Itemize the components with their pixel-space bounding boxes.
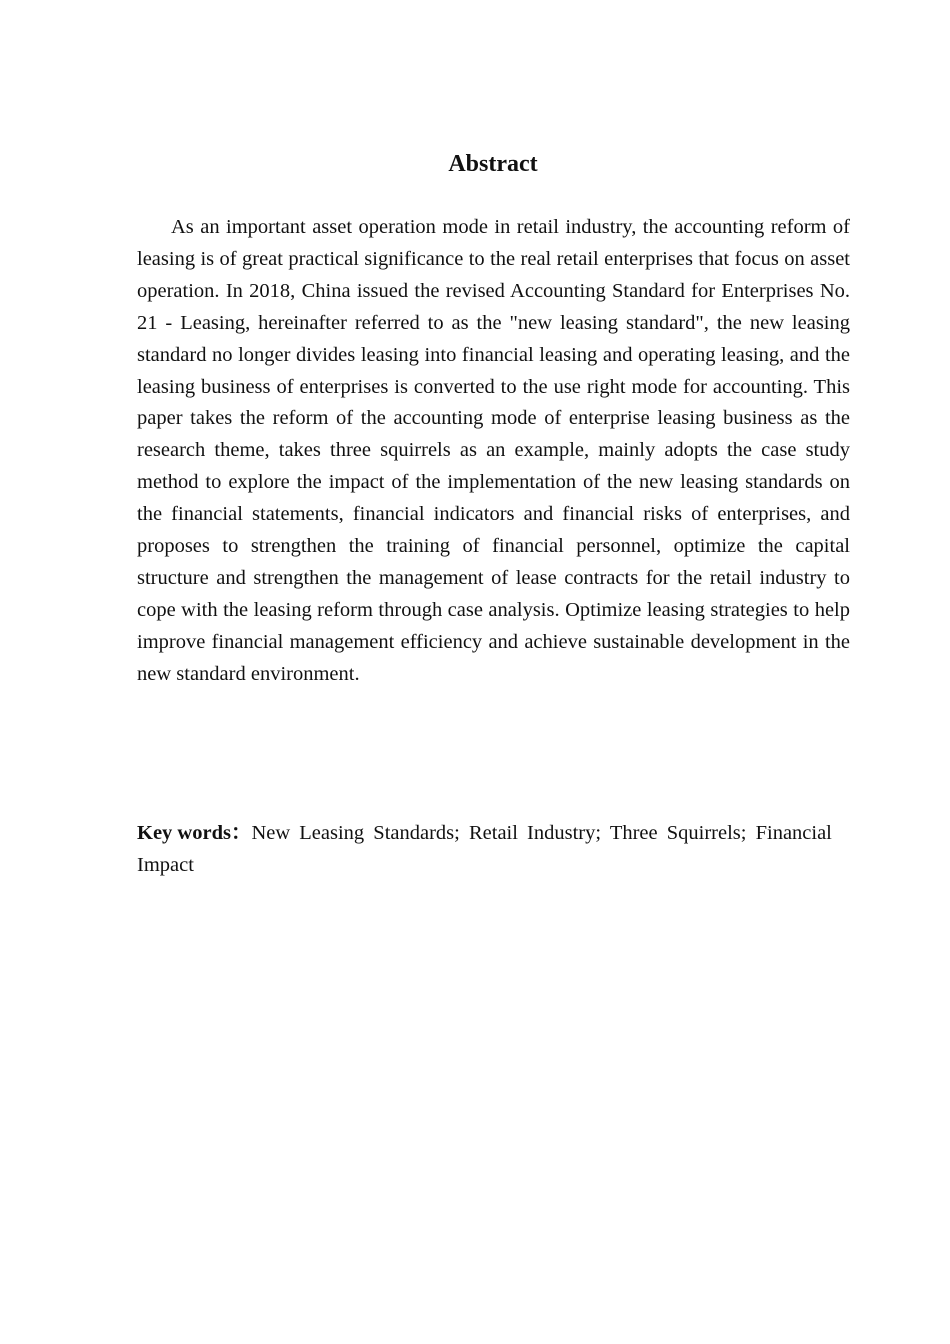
keywords-list: New Leasing Standards; Retail Industry; Three Squirrels; Financial Impact	[137, 822, 832, 876]
abstract-paragraph: As an important asset operation mode in retail industry, the accounting reform of leasing is of great practical significance to the real retail enterprises that focus on asset operation. In 2018, China issued the revised Accounting Standard for Enterprises No. 21 - Leasing, hereinafter referred to as the "new leasing standard", the new leasing standard no longer divides leasing into financial leasing and operating leasing, and the leasing business of enterprises is converted to the use right mode for accounting. This paper takes the reform of the accounting mode of enterprise leasing business as the research theme, takes three squirrels as an example, mainly adopts the case study method to explore the impact of the implementation of the new leasing standards on the financial statements, financial indicators and financial risks of enterprises, and proposes to strengthen the training of financial personnel, optimize the capital structure and strengthen the management of lease contracts for the retail industry to cope with the leasing reform through case analysis. Optimize leasing strategies to help improve financial management efficiency and achieve sustainable development in the new standard environment.	[137, 216, 850, 685]
keywords-label: Key words：	[137, 822, 252, 844]
keywords-line	[137, 818, 837, 882]
abstract-title: Abstract	[448, 151, 538, 177]
